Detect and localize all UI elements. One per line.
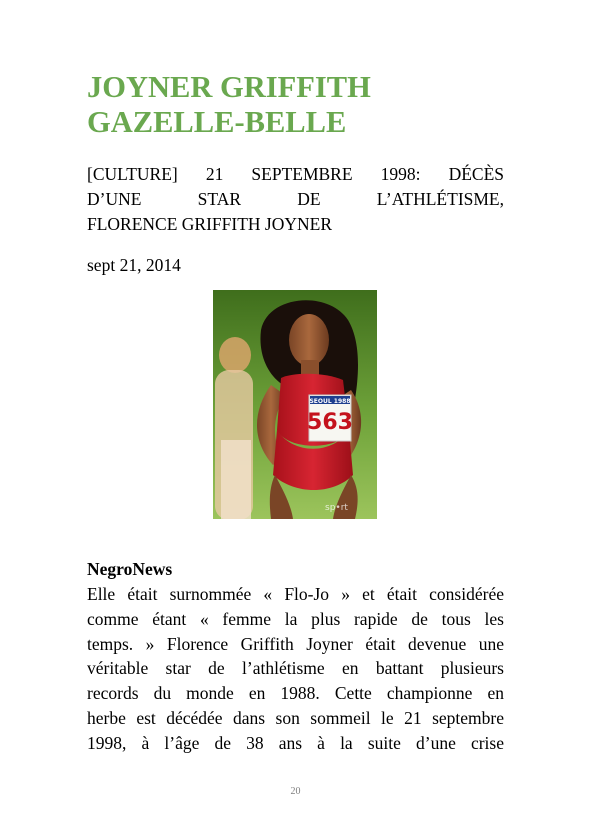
- body-line: records du monde en 1988. Cette championne en: [87, 683, 504, 704]
- article-subtitle-line-1: [CULTURE] 21 SEPTEMBRE 1998: DÉCÈS: [87, 164, 504, 184]
- photo-watermark: sp•rt: [325, 503, 348, 513]
- article-subtitle: [87, 162, 504, 237]
- article-date: sept 21, 2014: [87, 255, 181, 275]
- article-title-line-1: JOYNER GRIFFITH: [87, 70, 371, 104]
- article-source: NegroNews: [87, 559, 173, 579]
- bib-number: 563: [307, 410, 353, 435]
- article-body: [87, 582, 504, 756]
- article-subtitle-line-3: FLORENCE GRIFFITH JOYNER: [87, 214, 333, 234]
- body-line: 1998, à l’âge de 38 ans à la suite d’une crise: [87, 732, 504, 753]
- body-line: Elle était surnommée « Flo-Jo » et était considérée: [87, 584, 504, 604]
- body-line: comme étant « femme la plus rapide de tous les: [87, 608, 504, 629]
- body-line: herbe est décédée dans son sommeil le 21 septembre: [87, 707, 504, 728]
- body-line: temps. » Florence Griffith Joyner était devenue une: [87, 633, 504, 654]
- athlete-photo: [213, 290, 377, 519]
- page-number: 20: [290, 786, 301, 797]
- bib-sponsor: SEOUL 1988: [309, 398, 351, 405]
- article-title: [87, 70, 507, 140]
- body-line: véritable star de l’athlétisme en battant plusieurs: [87, 658, 504, 679]
- article-subtitle-line-2: D’UNE STAR DE L’ATHLÉTISME,: [87, 189, 504, 209]
- article-title-line-2: GAZELLE-BELLE: [87, 105, 347, 139]
